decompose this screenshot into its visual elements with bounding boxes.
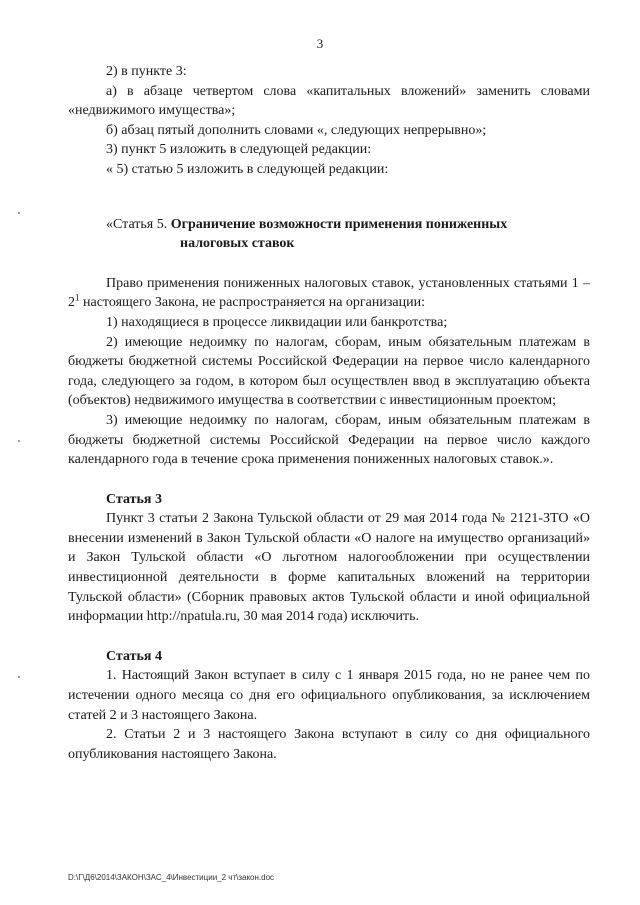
footer-file-path: D:\Г\Д6\2014\ЗАКОН\ЗАС_4\Инвестиции_2 чт\закон.doc xyxy=(68,873,275,882)
spacer xyxy=(68,180,590,200)
article-5-lead xyxy=(68,274,590,313)
intro-line: « 5) статью 5 изложить в следующей редакции: xyxy=(106,161,389,177)
article-5-label: «Статья 5. xyxy=(106,216,168,232)
scan-mark xyxy=(18,440,20,442)
scan-mark xyxy=(18,676,20,678)
article-5-title-line1: Ограничение возможности применения пониженных xyxy=(170,216,508,232)
spacer xyxy=(68,470,590,490)
article-5-item: 2) имеющие недоимку по налогам, сборам, иным обязательным платежам в бюджеты бюджетной системы Российской Федерации на первое число календарного года, следующего за годом, в котором был осуществлен ввод в эксплуатацию объекта (объектов) недвижимого имущества в соответствии с инвестиционным проектом; xyxy=(68,334,590,409)
document-body xyxy=(68,62,590,764)
scan-mark xyxy=(18,212,20,214)
article-4-title: Статья 4 xyxy=(106,648,162,664)
intro-line: 3) пункт 5 изложить в следующей редакции: xyxy=(106,142,372,158)
page-number: 3 xyxy=(316,36,324,51)
intro-line: 2) в пункте 3: xyxy=(106,64,187,79)
intro-line: а) в абзаце четвертом слова «капитальных вложений» заменить словами «недвижимого имущества»; xyxy=(68,83,590,119)
article-5-item: 1) находящиеся в процессе ликвидации или банкротства; xyxy=(106,314,448,330)
spacer xyxy=(68,254,590,274)
spacer xyxy=(68,627,590,647)
article-3-title: Статья 3 xyxy=(106,491,162,507)
article-5-lead-after: настоящего Закона, не распространяется на организации: xyxy=(79,295,425,311)
article-5-lead-before: Право применения пониженных налоговых ставок, установленных статьями 1 – 2 xyxy=(68,275,590,311)
article-5-item: 3) имеющие недоимку по налогам, сборам, иным обязательным платежам в бюджеты бюджетной системы Российской Федерации на первое число каждого календарного года в течение срока применения пониженных налоговых ставок.». xyxy=(68,412,590,468)
intro-line: б) абзац пятый дополнить словами «, следующих непрерывно»; xyxy=(106,122,487,138)
article-4-item: 2. Статьи 2 и 3 настоящего Закона вступают в силу со дня официального опубликования настоящего Закона. xyxy=(68,727,590,762)
article-5-lead-sup: 1 xyxy=(75,292,80,303)
article-3-text: Пункт 3 статьи 2 Закона Тульской области от 29 мая 2014 года № 2121-ЗТО «О внесении изменений в Закон Тульской области «О налоге на имущество организаций» и Закон Тульской области «О льготном налогообложении при осуществлении инвестиционной деятельности в форме капитальных вложений на территории Тульской области» (Сборник правовых актов Тульской области и иной официальной информации http://npatula.ru, 30 мая 2014 года) исключить. xyxy=(68,511,590,625)
article-5-heading xyxy=(106,215,590,254)
article-4-item: 1. Настоящий Закон вступает в силу с 1 января 2015 года, но не ранее чем по истечении одного месяца со дня его официального опубликования, за исключением статей 2 и 3 настоящего Закона. xyxy=(68,668,590,723)
article-5-title-line2: налоговых ставок xyxy=(180,236,295,252)
